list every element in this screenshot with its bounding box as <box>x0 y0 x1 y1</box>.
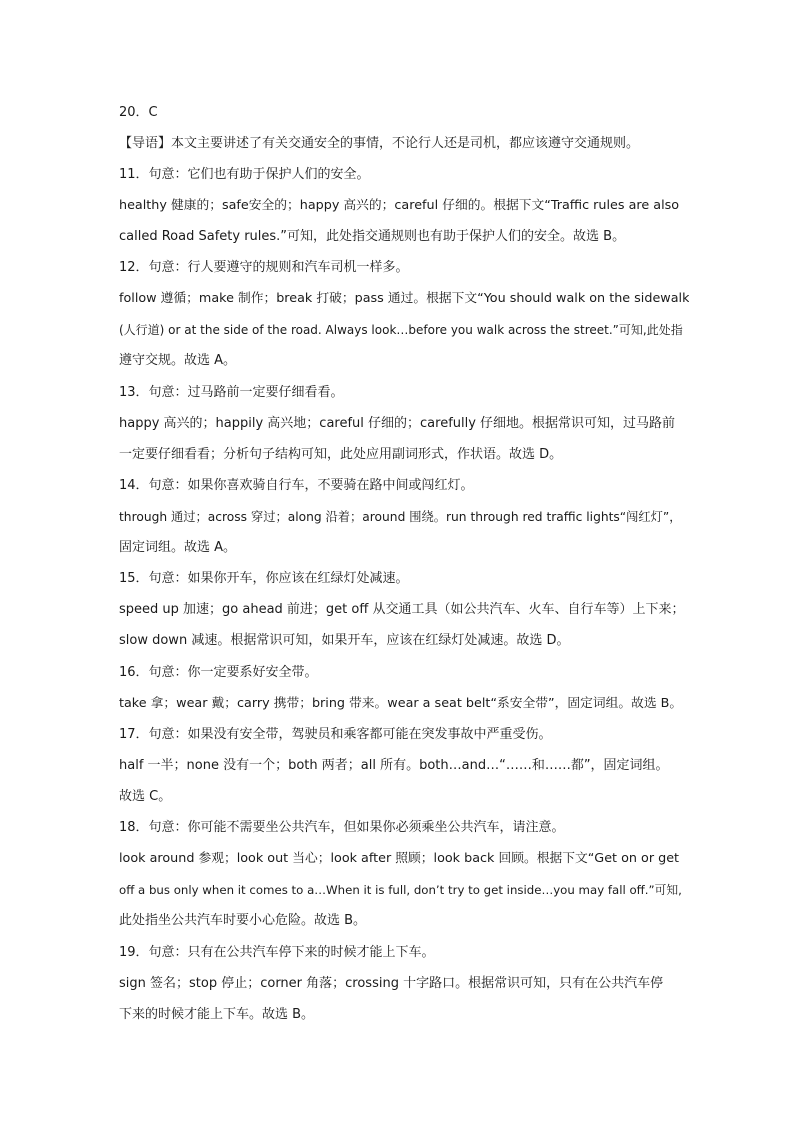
q12-explanation-1: follow 遵循；make 制作；break 打破；pass 通过。根据下文“You should walk on the sidewalk <box>119 291 689 306</box>
q13-explanation-1: happy 高兴的；happily 高兴地；careful 仔细的；carefully 仔细地。根据常识可知，过马路前 <box>119 416 676 431</box>
q18-meaning: 18．句意：你可能不需要坐公共汽车，但如果你必须乘坐公共汽车，请注意。 <box>119 820 565 835</box>
q17-explanation-2: 故选 C。 <box>119 789 172 804</box>
q14-meaning: 14．句意：如果你喜欢骑自行车，不要骑在路中间或闯红灯。 <box>119 478 474 493</box>
q19-meaning: 19．句意：只有在公共汽车停下来的时候才能上下车。 <box>119 945 435 960</box>
q11-explanation-1: healthy 健康的；safe安全的；happy 高兴的；careful 仔细的。根据下文“Traffic rules are also <box>119 198 680 213</box>
answer-20: 20．C <box>119 105 158 120</box>
q18-explanation-3: 此处指坐公共汽车时要小心危险。故选 B。 <box>119 913 367 928</box>
q11-meaning: 11．句意：它们也有助于保护人们的安全。 <box>119 167 370 182</box>
q14-explanation-2: 固定词组。故选 A。 <box>119 540 237 555</box>
q17-meaning: 17．句意：如果没有安全带，驾驶员和乘客都可能在突发事故中严重受伤。 <box>119 727 552 742</box>
q13-explanation-2: 一定要仔细看看；分析句子结构可知，此处应用副词形式，作状语。故选 D。 <box>119 447 563 462</box>
q14-explanation-1: through 通过；across 穿过；along 沿着；around 围绕。run through red traffic lights“闯红灯”， <box>119 510 682 524</box>
q16-explanation: take 拿；wear 戴；carry 携带；bring 带来。wear a seat belt“系安全带”，固定词组。故选 B。 <box>119 696 683 711</box>
q15-explanation-2: slow down 减速。根据常识可知，如果开车，应该在红绿灯处减速。故选 D。 <box>119 633 570 648</box>
q19-explanation-2: 下来的时候才能上下车。故选 B。 <box>119 1007 315 1022</box>
q19-explanation-1: sign 签名；stop 停止；corner 角落；crossing 十字路口。根据常识可知，只有在公共汽车停 <box>119 976 664 991</box>
q16-meaning: 16．句意：你一定要系好安全带。 <box>119 665 318 680</box>
passage-intro: 【导语】本文主要讲述了有关交通安全的事情，不论行人还是司机，都应该遵守交通规则。 <box>119 136 640 151</box>
q11-explanation-2: called Road Safety rules.”可知，此处指交通规则也有助于保护人们的安全。故选 B。 <box>119 229 626 244</box>
q13-meaning: 13．句意：过马路前一定要仔细看看。 <box>119 385 344 400</box>
q12-explanation-2: (人行道) or at the side of the road. Always look…before you walk across the street.”可知,此处指 <box>119 323 683 337</box>
q18-explanation-1: look around 参观；look out 当心；look after 照顾；look back 回顾。根据下文“Get on or get <box>119 851 680 866</box>
q17-explanation-1: half 一半；none 没有一个；both 两者；all 所有。both…and…“……和……都”，固定词组。 <box>119 758 669 773</box>
q12-explanation-3: 遵守交规。故选 A。 <box>119 353 237 368</box>
q18-explanation-2: off a bus only when it comes to a…When it is full, don’t try to get inside…you may fall off.”可知, <box>119 883 682 897</box>
q15-meaning: 15．句意：如果你开车，你应该在红绿灯处减速。 <box>119 571 409 586</box>
q15-explanation-1: speed up 加速；go ahead 前进；get off 从交通工具（如公共汽车、火车、自行车等）上下来； <box>119 602 685 617</box>
q12-meaning: 12．句意：行人要遵守的规则和汽车司机一样多。 <box>119 260 409 275</box>
